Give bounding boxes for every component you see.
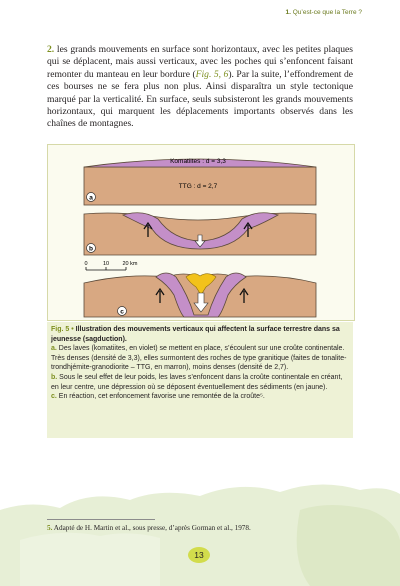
footnote-number: 5.	[47, 524, 53, 532]
landmass-shape-west	[20, 533, 160, 586]
caption-figure-label: Fig. 5 •	[51, 326, 74, 333]
komatiite-label: Komatiites : d = 3,3	[170, 158, 226, 165]
sagduction-diagram	[48, 145, 354, 320]
caption-item-text: En réaction, cet enfoncement favorise une remontée de la croûte⁵.	[56, 393, 265, 401]
figure-reference: Fig. 5, 6	[195, 68, 229, 80]
scale-label-20: 20 km	[122, 261, 138, 267]
figure-caption	[47, 322, 353, 438]
ttg-label: TTG : d = 2,7	[178, 183, 218, 190]
paragraph-text-2: ). Par la suite, l’effondrement de ces bourses ne se fera plus non plus. Ainsi disparaîtra un style tectonique marqué par la verticalité. En surface, seuls subsisteront les grands mouvements horizontaux, qui marquent les déplacements importants observés dans les chaînes de montagnes.	[47, 68, 353, 130]
caption-item-c	[51, 392, 349, 402]
page-number: 13	[188, 547, 210, 563]
chapter-number: 1.	[285, 9, 291, 16]
body-paragraph	[47, 44, 353, 131]
caption-item-text: Des laves (komatiites, en violet) se mettent en place, s’écoulent sur une croûte continentale. Très denses (densité de 3,3), elles surmontent des roches de type granitique (faites de tonalite- trondhjémite-granodiorite – TTG, en marron), moins denses (densité de 2,7).	[51, 345, 347, 372]
caption-item-letter: a.	[51, 345, 57, 353]
footnote-text: Adapté de H. Martin et al., sous presse, d’après Gorman et al., 1978.	[52, 524, 251, 532]
caption-item-text: Sous le seul effet de leur poids, les laves s’enfoncent dans la croûte continentale en créant, en leur centre, une dépression où se déposent éventuellement des sédiments (en jaune).	[51, 373, 343, 391]
scale-label-10: 10	[102, 261, 110, 267]
panel-c-letter: c	[120, 308, 124, 316]
footnote-divider	[47, 519, 155, 520]
caption-item-b	[51, 373, 349, 392]
paragraph-text-1: les grands mouvements en surface sont horizontaux, avec les petites plaques qui se déplacent, mais aussi verticaux, avec les poches qui s’enfoncent faisant remonter du manteau en leur bordure (	[47, 44, 353, 80]
figure-5	[47, 144, 355, 321]
panel-a	[84, 158, 316, 205]
caption-item-letter: c.	[51, 393, 57, 401]
running-header	[286, 9, 362, 16]
panel-a-letter: a	[89, 194, 93, 202]
caption-item-letter: b.	[51, 373, 58, 381]
chapter-title: Qu’est-ce que la Terre ?	[292, 9, 362, 16]
caption-item-a	[51, 344, 349, 373]
caption-heading	[51, 325, 349, 344]
panel-b-letter: b	[89, 245, 93, 253]
panel-b	[84, 213, 316, 255]
caption-title: Illustration des mouvements verticaux qui affectent la surface terrestre dans sa jeunesse (sagduction).	[51, 326, 340, 343]
scale-bar	[84, 261, 137, 270]
footnote	[47, 524, 357, 533]
scale-label-0: 0	[84, 261, 88, 267]
panel-c	[84, 273, 316, 317]
paragraph-number: 2.	[47, 44, 55, 55]
